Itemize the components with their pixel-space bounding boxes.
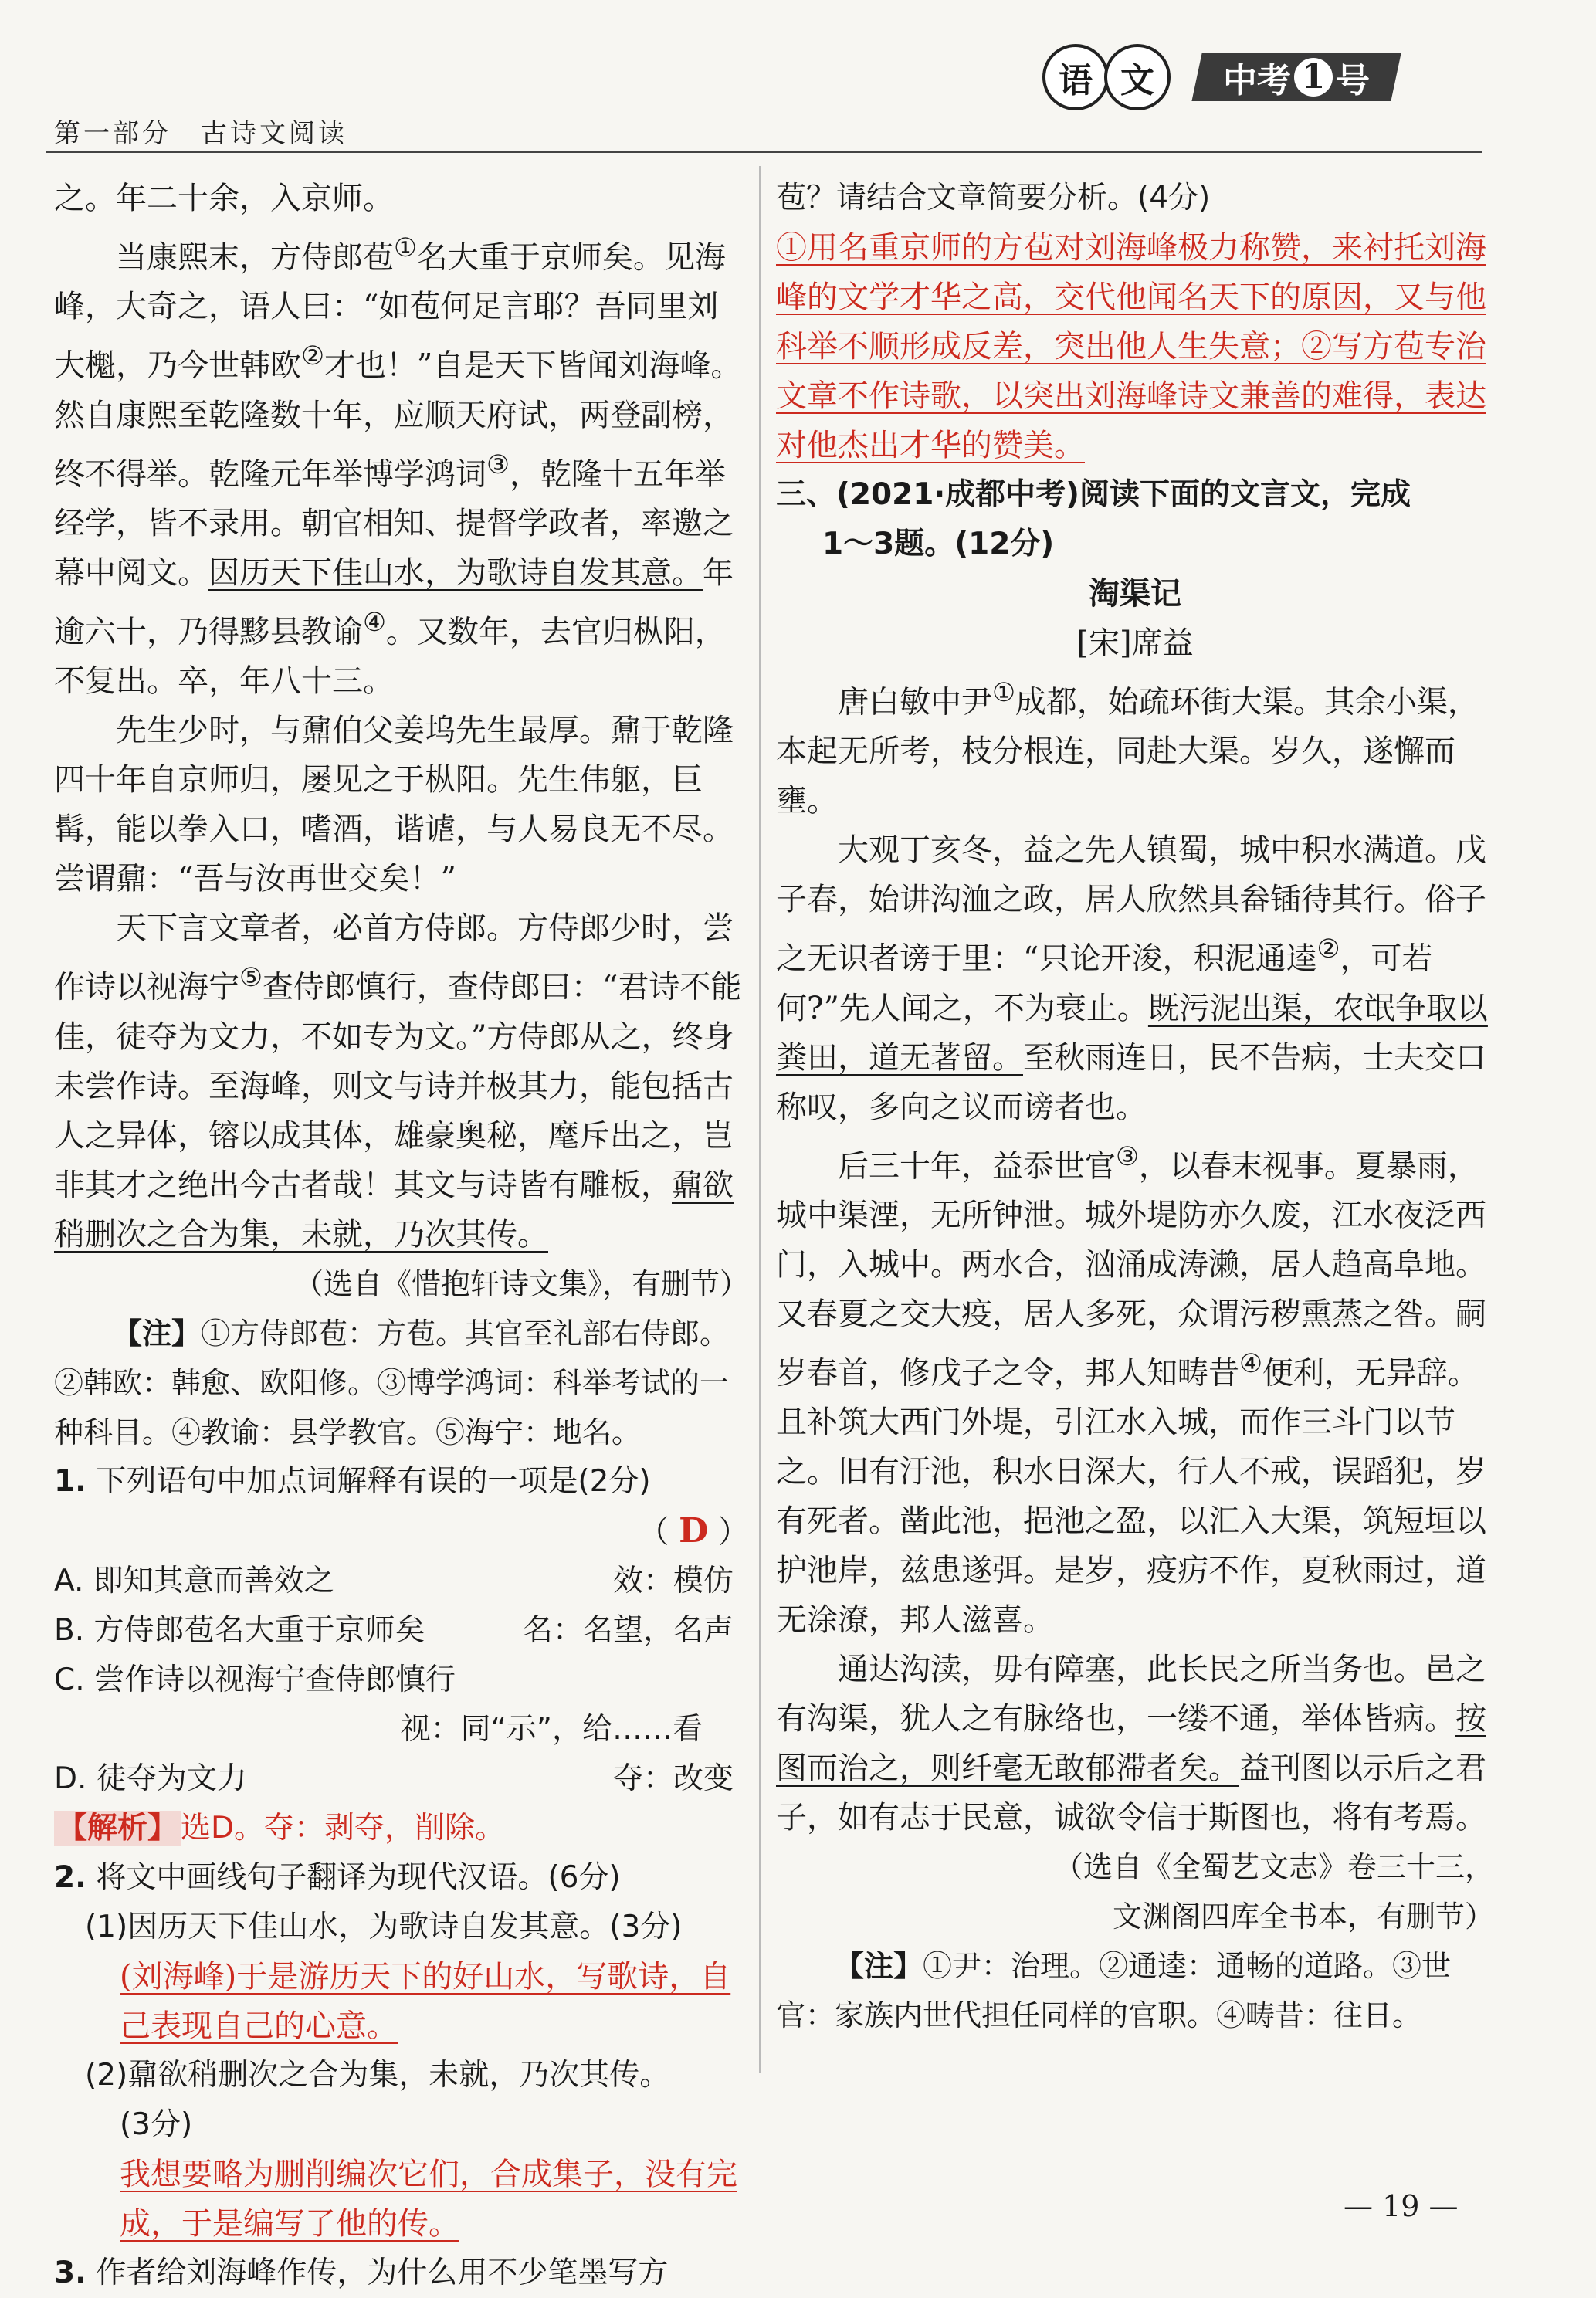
right-para-3: 后三十年，益忝世官③，以春末视事。夏暴雨，城中渠湮，无所钟泄。城外堤防亦久废，江水夜泛西门，入城中。两水合，汹涌成涛濑，居人趋高阜地。又春夏之交大疫，居人多死，众谓污秽熏蒸之咎。嗣岁春首，修戊子之令，邦人知畴昔④便利，无异辞。且补筑大西门外堤，引江水入城，而作三斗门以节之。旧有汙池，积水日深大，行人不戒，误蹈犯，岁有死者。凿此池，挹池之盈，以汇入大渠，筑短垣以护池岸，兹患遂弭。是岁，疫疠不作，夏秋雨过，道无涂潦，邦人滋喜。 <box>776 1141 1486 1639</box>
page-number: — 19 — <box>1344 2189 1459 2223</box>
left-para-2: 当康熙末，方侍郎苞①名大重于京师矣。见海峰，大奇之，语人曰：“如苞何足言耶？吾同里刘大櫆，乃今世韩欧②才也！”自是天下皆闻刘海峰。然自康熙至乾隆数十年，应顺天府试，两登副榜，终不得举。乾隆元年举博学鸿词③，乾隆十五年举经学，皆不录用。朝官相知、提督学政者，率邀之幕中阅文。因历天下佳山水，为歌诗自发其意。年逾六十，乃得黟县教谕④。又数年，去官归枞阳，不复出。卒，年八十三。 <box>54 232 742 700</box>
passage-title: 淘渠记 <box>1089 576 1181 612</box>
question-1: 1. 下列语句中加点词解释有误的一项是(2分) <box>54 1463 651 1499</box>
left-para-4: 天下言文章者，必首方侍郎。方侍郎少时，尝作诗以视海宁⑤查侍郎慎行，查侍郎曰：“君诗不能佳，徒夺为文力，不如专为文。”方侍郎从之，终身未尝作诗。至海峰，则文与诗并极其力，能包括古人之异体，镕以成其体，雄豪奥秘，麾斥出之，岂非其才之绝出今古者哉！其文与诗皆有雕板，鼐欲稍删次之合为集，未就，乃次其传。 <box>54 910 742 1252</box>
brand-tag-post: 号 <box>1336 61 1370 100</box>
right-para-4: 通达沟渎，毋有障塞，此长民之所当务也。邑之有沟渠，犹人之有脉络也，一缕不通，举体皆病。按图而治之，则纤毫无敢郁滞者矣。益刊图以示后之君子，如有志于民意，诚欲令信于斯图也，将有考焉。 <box>776 1652 1486 1836</box>
question-3-cont: 苞？请结合文章简要分析。(4分) <box>776 181 1211 215</box>
question-2-2-score: (3分) <box>120 2106 193 2142</box>
question-2: 2. 将文中画线句子翻译为现代汉语。(6分) <box>54 1859 621 1895</box>
underlined-sentence-2: 鼐欲稍删次之合为集，未就，乃次其传。 <box>54 1167 734 1252</box>
left-para-3: 先生少时，与鼐伯父姜坞先生最厚。鼐于乾隆四十年自京师归，屡见之于枞阳。先生伟躯，巨髯，能以拳入口，嗜酒，谐谑，与人易良无不尽。尝谓鼐：“吾与汝再世交矣！” <box>54 713 734 897</box>
brand-logo <box>1042 46 1396 108</box>
option-d: D. 徒夺为文力 夺：改变 <box>54 1761 734 1796</box>
analysis-1: 【解析】 选D。夺：剥夺，削除。 <box>54 1804 749 1853</box>
question-3: 3. 作者给刘海峰作传，为什么用不少笔墨写方 <box>54 2255 669 2290</box>
brand-tag-num: 1 <box>1294 58 1333 97</box>
column-divider <box>759 166 761 2073</box>
right-source-2: 文渊阁四库全书本，有删节） <box>1112 1900 1494 1934</box>
question-2-2: (2)鼐欲稍删次之合为集，未就，乃次其传。 <box>85 2057 670 2093</box>
option-c: C. 尝作诗以视海宁查侍郎慎行 <box>54 1662 456 1697</box>
brand-tag <box>1191 53 1401 101</box>
header-divider <box>46 151 1482 153</box>
right-para-1: 唐白敏中尹①成都，始疏环街大渠。其余小渠，本起无所考，枝分根连，同赴大渠。岁久，遂懈而壅。 <box>776 677 1479 819</box>
right-column <box>776 174 1494 2040</box>
left-column <box>54 174 749 2298</box>
brand-char-2: 文 <box>1104 44 1171 110</box>
question-2-1-answer: (刘海峰)于是游历天下的好山水，写歌诗，自己表现自己的心意。 <box>120 1958 731 2044</box>
brand-char-1: 语 <box>1042 44 1109 110</box>
underlined-sentence-4: 按图而治之，则纤毫无敢郁滞者矣。 <box>776 1701 1486 1787</box>
question-1-answer: （ D ） <box>638 1510 749 1551</box>
section-label: 第一部分 古诗文阅读 <box>54 118 347 149</box>
right-notes: 【注】①尹：治理。②通逵：通畅的道路。③世官：家族内世代担任同样的官职。④畴昔：往日。 <box>776 1948 1452 2033</box>
brand-tag-pre: 中考 <box>1223 61 1291 100</box>
underlined-sentence-3: 既污泥出渠，农氓争取以粪田，道无著留。 <box>776 990 1488 1076</box>
section-3-heading: 三、(2021·成都中考)阅读下面的文言文，完成 <box>776 477 1411 512</box>
right-source-1: （选自《全蜀艺文志》卷三十三， <box>1053 1850 1494 1885</box>
right-para-2: 大观丁亥冬，益之先人镇蜀，城中积水满道。戊子春，始讲沟洫之政，居人欣然具畚锸待其行。俗子之无识者谤于里：“只论开浚，积泥通逵②，可若何?”先人闻之，不为衰止。既污泥出渠，农氓争取以粪田，道无著留。至秋雨连日，民不告病，士夫交口称叹，多向之议而谤者也。 <box>776 832 1488 1125</box>
passage-author: [宋]席益 <box>1076 625 1194 661</box>
section-3-heading-2: 1～3题。(12分) <box>822 527 1055 561</box>
question-2-2-answer: 我想要略为删削编次它们，合成集子，没有完成，于是编写了他的传。 <box>120 2156 737 2242</box>
question-2-1: (1)因历天下佳山水，为歌诗自发其意。(3分) <box>85 1909 683 1944</box>
option-b: B. 方侍郎苞名大重于京师矣 名：名望，名声 <box>54 1612 734 1648</box>
left-para-1: 之。年二十余，入京师。 <box>54 181 394 216</box>
left-source: （选自《惜抱轩诗文集》，有删节） <box>293 1266 749 1301</box>
underlined-sentence-1: 因历天下佳山水，为歌诗自发其意。 <box>208 554 703 591</box>
question-3-answer: ①用名重京师的方苞对刘海峰极力称赞，来衬托刘海峰的文学才华之高，交代他闻名天下的原因，又与他科举不顺形成反差，突出他人生失意；②写方苞专治文章不作诗歌，以突出刘海峰诗文兼善的难得，表达对他杰出才华的赞美。 <box>776 230 1486 463</box>
option-c-gloss: 视：同“示”，给……看 <box>400 1711 703 1747</box>
option-a: A. 即知其意而善效之 效：模仿 <box>54 1563 734 1598</box>
left-notes: 【注】①方侍郎苞：方苞。其官至礼部右侍郎。②韩欧：韩愈、欧阳修。③博学鸿词：科举考试的一种科目。④教谕：县学教官。⑤海宁：地名。 <box>54 1315 730 1449</box>
